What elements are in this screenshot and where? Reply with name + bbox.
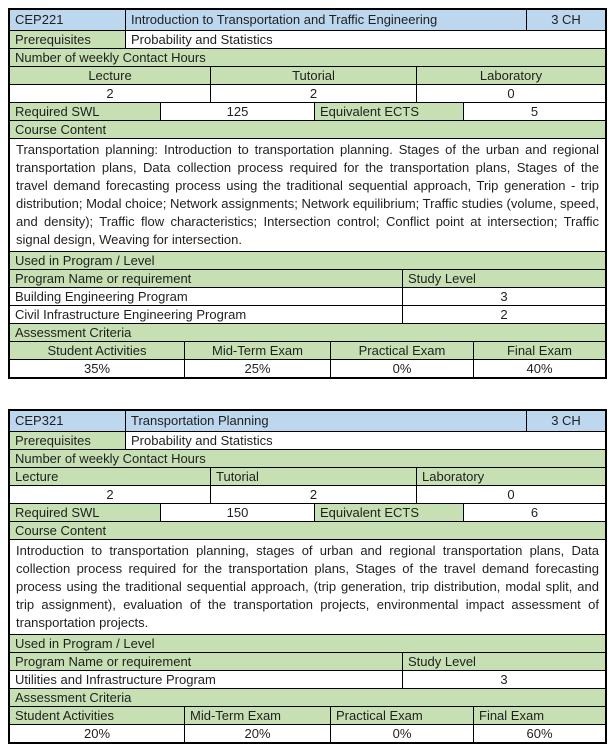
study-level: 3 bbox=[402, 671, 605, 688]
prerequisites-row bbox=[10, 30, 605, 48]
assessment-columns-row bbox=[10, 706, 605, 724]
laboratory-header: Laboratory bbox=[416, 468, 605, 485]
assessment-header-row bbox=[10, 688, 605, 706]
course-credit-hours: 3 CH bbox=[526, 10, 605, 30]
lecture-header: Lecture bbox=[10, 67, 210, 84]
used-in-program-label: Used in Program / Level bbox=[10, 635, 605, 652]
assessment-criteria-label: Assessment Criteria bbox=[10, 324, 605, 341]
program-row bbox=[10, 305, 605, 323]
final-exam-value: 60% bbox=[473, 725, 605, 742]
course-content-label: Course Content bbox=[10, 522, 605, 539]
course-title: Introduction to Transportation and Traffic Engineering bbox=[125, 10, 526, 30]
course-title-row bbox=[10, 411, 605, 431]
course-content-text: Introduction to transportation planning, stages of urban and regional transportation plans, Data collection process required for the transportation plans, Stages of the travel demand forecasting process using the traditional sequential approach, (trip generation, trip distribution, modal split, and trip assignment), evaluation of the transportation projects, environmental impact assessment of transportation projects. bbox=[16, 543, 599, 630]
program-name: Building Engineering Program bbox=[15, 288, 188, 304]
course-code: CEP221 bbox=[10, 10, 125, 30]
midterm-exam-value: 25% bbox=[184, 360, 330, 377]
contact-hours-values-row bbox=[10, 84, 605, 102]
required-swl-value: 125 bbox=[160, 103, 314, 120]
course-table-cep221 bbox=[8, 8, 607, 379]
course-code: CEP321 bbox=[10, 411, 125, 431]
program-row bbox=[10, 670, 605, 688]
swl-ects-row bbox=[10, 102, 605, 120]
study-level: 3 bbox=[402, 288, 605, 305]
laboratory-hours: 0 bbox=[416, 486, 605, 503]
tutorial-header: Tutorial bbox=[210, 468, 416, 485]
used-in-program-label: Used in Program / Level bbox=[10, 252, 605, 269]
program-row bbox=[10, 287, 605, 305]
course-content-header-row bbox=[10, 521, 605, 539]
prerequisites-value: Probability and Statistics bbox=[125, 31, 605, 48]
prerequisites-row bbox=[10, 431, 605, 449]
equivalent-ects-label: Equivalent ECTS bbox=[314, 504, 463, 521]
used-in-program-header-row bbox=[10, 634, 605, 652]
program-columns-row bbox=[10, 269, 605, 287]
equivalent-ects-value: 5 bbox=[463, 103, 605, 120]
required-swl-label: Required SWL bbox=[10, 103, 160, 120]
study-level-header: Study Level bbox=[402, 270, 605, 287]
required-swl-value: 150 bbox=[160, 504, 314, 521]
practical-exam-header: Practical Exam bbox=[330, 707, 473, 724]
practical-exam-value: 0% bbox=[330, 360, 473, 377]
contact-hours-columns-row bbox=[10, 66, 605, 84]
midterm-exam-header: Mid-Term Exam bbox=[184, 342, 330, 359]
contact-hours-values-row bbox=[10, 485, 605, 503]
program-name-header: Program Name or requirement bbox=[10, 270, 402, 287]
study-level: 2 bbox=[402, 306, 605, 323]
required-swl-label: Required SWL bbox=[10, 504, 160, 521]
prerequisites-label: Prerequisites bbox=[10, 31, 125, 48]
contact-hours-label: Number of weekly Contact Hours bbox=[10, 49, 605, 66]
practical-exam-header: Practical Exam bbox=[330, 342, 473, 359]
program-name: Civil Infrastructure Engineering Program bbox=[15, 306, 247, 322]
assessment-header-row bbox=[10, 323, 605, 341]
lecture-hours: 2 bbox=[106, 486, 114, 502]
used-in-program-header-row bbox=[10, 251, 605, 269]
equivalent-ects-value: 6 bbox=[463, 504, 605, 521]
course-content-header-row bbox=[10, 120, 605, 138]
course-content-row bbox=[10, 138, 605, 251]
course-table-cep321 bbox=[8, 409, 607, 744]
course-title-row bbox=[10, 10, 605, 30]
program-name-header: Program Name or requirement bbox=[10, 653, 402, 670]
laboratory-header: Laboratory bbox=[416, 67, 605, 84]
course-credit-hours: 3 CH bbox=[526, 411, 605, 431]
student-activities-header: Student Activities bbox=[10, 707, 184, 724]
study-level-header: Study Level bbox=[402, 653, 605, 670]
final-exam-header: Final Exam bbox=[473, 707, 605, 724]
lecture-header: Lecture bbox=[10, 468, 210, 485]
midterm-exam-header: Mid-Term Exam bbox=[184, 707, 330, 724]
practical-exam-value: 0% bbox=[330, 725, 473, 742]
program-columns-row bbox=[10, 652, 605, 670]
course-content-label: Course Content bbox=[10, 121, 605, 138]
student-activities-header: Student Activities bbox=[10, 342, 184, 359]
program-name: Utilities and Infrastructure Program bbox=[15, 671, 216, 687]
tutorial-hours: 2 bbox=[210, 486, 416, 503]
tutorial-header: Tutorial bbox=[210, 67, 416, 84]
student-activities-value: 20% bbox=[83, 725, 111, 741]
final-exam-header: Final Exam bbox=[473, 342, 605, 359]
prerequisites-value: Probability and Statistics bbox=[125, 432, 605, 449]
student-activities-value: 35% bbox=[83, 360, 111, 376]
swl-ects-row bbox=[10, 503, 605, 521]
contact-hours-header-row bbox=[10, 48, 605, 66]
assessment-columns-row bbox=[10, 341, 605, 359]
course-content-row bbox=[10, 539, 605, 634]
assessment-criteria-label: Assessment Criteria bbox=[10, 689, 605, 706]
contact-hours-label: Number of weekly Contact Hours bbox=[10, 450, 605, 467]
final-exam-value: 40% bbox=[473, 360, 605, 377]
assessment-values-row bbox=[10, 359, 605, 377]
tutorial-hours: 2 bbox=[210, 85, 416, 102]
course-title: Transportation Planning bbox=[125, 411, 526, 431]
contact-hours-columns-row bbox=[10, 467, 605, 485]
prerequisites-label: Prerequisites bbox=[10, 432, 125, 449]
laboratory-hours: 0 bbox=[416, 85, 605, 102]
equivalent-ects-label: Equivalent ECTS bbox=[314, 103, 463, 120]
lecture-hours: 2 bbox=[106, 85, 114, 101]
midterm-exam-value: 20% bbox=[184, 725, 330, 742]
assessment-values-row bbox=[10, 724, 605, 742]
contact-hours-header-row bbox=[10, 449, 605, 467]
course-content-text: Transportation planning: Introduction to transportation planning. Stages of the urban and regional transportation plans, Data collection process required for the transportation plans, Stages of the travel demand forecasting process using the traditional sequential approach, Trip generation - trip distribution; Modal choice; Network assignments; Network equilibrium; Traffic studies (volume, speed, and density); Traffic flow characteristics; Intersection control; Conflict point at intersection; Traffic signal design, Weaving for intersection. bbox=[16, 142, 599, 247]
